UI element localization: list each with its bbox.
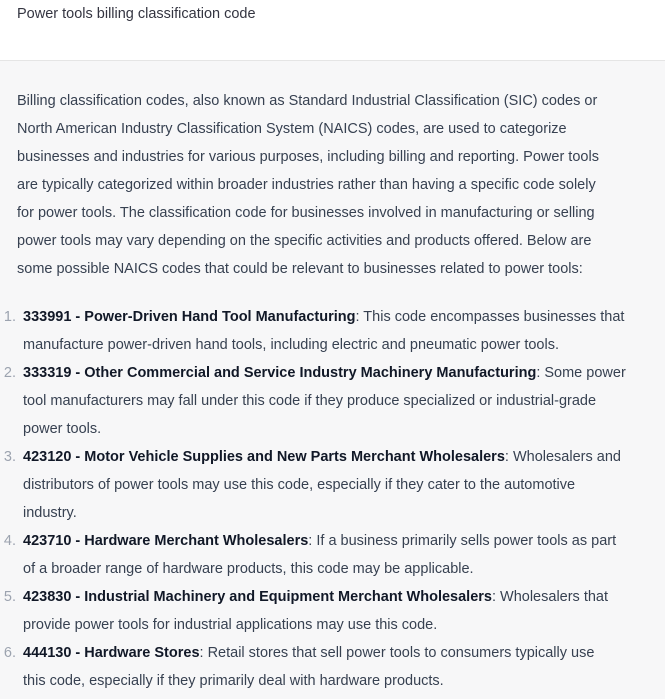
item-first-line [0,527,665,555]
item-first-line [0,359,665,387]
user-message-bar [0,0,665,61]
list-item [0,443,665,527]
item-line: distributors of power tools may use this code, especially if they cater to the automotive [23,477,576,493]
item-description: : Wholesalers and [504,449,621,465]
list-item [0,639,665,695]
item-title: 333991 - Power-Driven Hand Tool Manufacturing [23,309,356,325]
item-line: this code, especially if they primarily deal with hardware products. [23,673,444,689]
intro-line: North American Industry Classification System (NAICS) codes, are used to categorize [17,121,567,137]
item-description: : This code encompasses businesses that [355,309,625,325]
item-line: manufacture power-driven hand tools, including electric and pneumatic power tools. [23,337,559,353]
item-first-line [0,639,665,667]
list-item [0,527,665,583]
assistant-response [0,61,665,699]
item-line: power tools. [23,421,102,437]
list-item [0,303,665,359]
intro-line: Billing classification codes, also known as Standard Industrial Classification (SIC) codes or [17,93,598,109]
item-description: : Wholesalers that [491,589,609,605]
intro-line: power tools may vary depending on the specific activities and products offered. Below are [17,233,592,249]
response-intro [17,87,665,283]
intro-line: some possible NAICS codes that could be relevant to businesses related to power tools: [17,261,583,277]
item-description: : Some power [536,365,626,381]
item-line: tool manufacturers may fall under this code if they produce specialized or industrial-grade [23,393,597,409]
item-title: 423710 - Hardware Merchant Wholesalers [23,533,309,549]
item-line: industry. [23,505,77,521]
naics-code-list [0,303,665,695]
intro-line: for power tools. The classification code for businesses involved in manufacturing or selling [17,205,595,221]
item-title: 333319 - Other Commercial and Service Industry Machinery Manufacturing [23,365,537,381]
intro-line: are typically categorized within broader industries rather than having a specific code solely [17,177,596,193]
item-first-line [0,583,665,611]
item-title: 423120 - Motor Vehicle Supplies and New Parts Merchant Wholesalers [23,449,505,465]
item-title: 423830 - Industrial Machinery and Equipment Merchant Wholesalers [23,589,492,605]
list-number: 3. [3,449,16,465]
item-title: 444130 - Hardware Stores [23,645,200,661]
item-description: : Retail stores that sell power tools to consumers typically use [199,645,595,661]
item-line: provide power tools for industrial applications may use this code. [23,617,438,633]
item-line: of a broader range of hardware products, this code may be applicable. [23,561,474,577]
list-item [0,583,665,639]
intro-line: businesses and industries for various purposes, including billing and reporting. Power tools [17,149,599,165]
user-message-text: Power tools billing classification code [17,6,256,22]
list-number: 1. [3,309,16,325]
item-first-line [0,443,665,471]
list-number: 6. [3,645,16,661]
list-number: 5. [3,589,16,605]
item-first-line [0,303,665,331]
list-item [0,359,665,443]
list-number: 2. [3,365,16,381]
list-number: 4. [3,533,16,549]
item-description: : If a business primarily sells power tools as part [308,533,617,549]
